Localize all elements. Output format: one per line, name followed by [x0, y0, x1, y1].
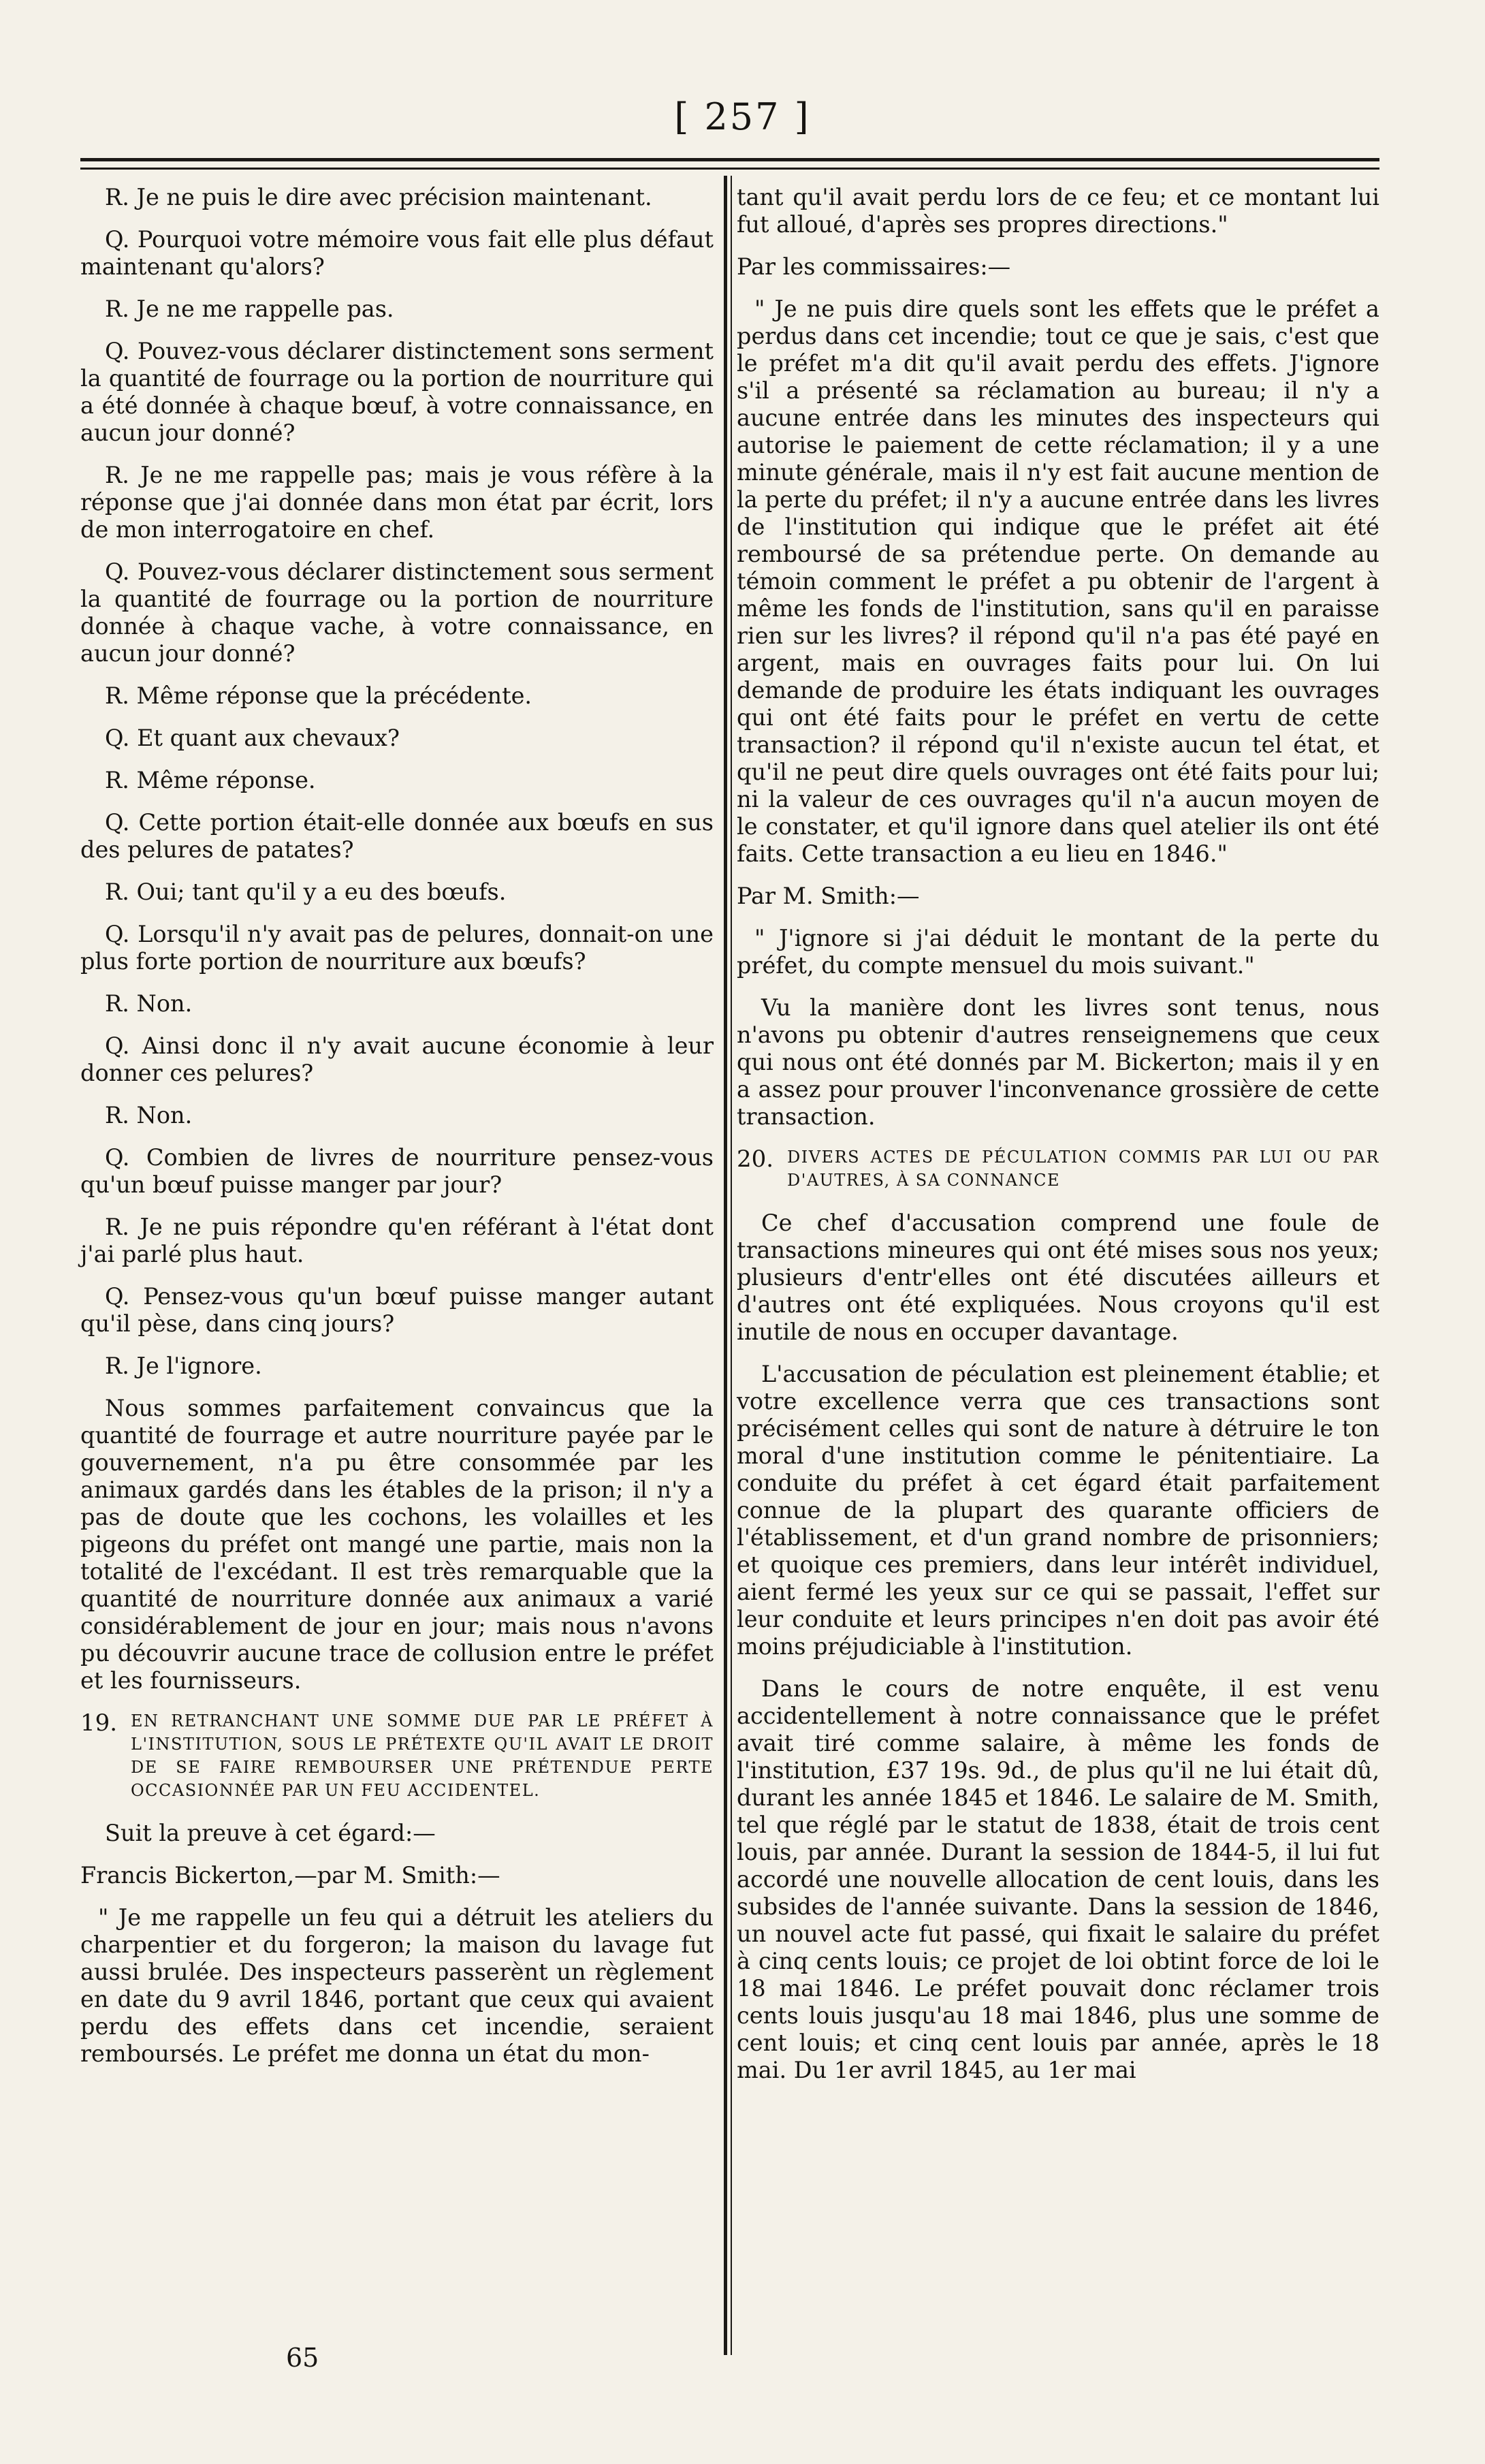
qa-item: R. Je ne me rappelle pas; mais je vous réfère à la réponse que j'ai donnée dans mon état par écrit, lors de mon interrogatoire en chef. [80, 462, 714, 543]
chef-paragraph: Ce chef d'accusation comprend une foule de transactions mineures qui ont été mises sous nos yeux; plusieurs d'entr'elles ont été discutées ailleurs et d'autres ont été expliquées. Nous croyons qu'il est inutile de nous en occuper davantage. [737, 1210, 1379, 1345]
header-rule-thin [80, 168, 1379, 170]
signature-number: 65 [286, 2343, 319, 2373]
qa-item: R. Non. [105, 990, 193, 1017]
qa-item: Q. Pouvez-vous déclarer distinctement sous serment la quantité de fourrage ou la portion de nourriture donnée à chaque vache, à votre connaissance, en aucun jour donné? [80, 558, 714, 667]
qa-item: R. Oui; tant qu'il y a eu des bœufs. [105, 879, 507, 905]
qa-item: Q. Pourquoi votre mémoire vous fait elle plus défaut maintenant qu'alors? [80, 226, 714, 280]
section-20-title: DIVERS ACTES DE PÉCULATION COMMIS PAR LUI OU PAR D'AUTRES, À SA CONNANCE [787, 1148, 1379, 1190]
section-20-number: 20. [737, 1146, 774, 1173]
section-19-number: 19. [80, 1709, 118, 1737]
section-19-heading [80, 1709, 714, 1802]
qa-item: R. Je ne puis le dire avec précision maintenant. [105, 184, 652, 210]
qa-item: R. Je l'ignore. [105, 1353, 262, 1379]
qa-item: R. Je ne me rappelle pas. [105, 296, 394, 322]
qa-item: Q. Ainsi donc il n'y avait aucune économie à leur donner ces pelures? [80, 1032, 714, 1086]
qa-item: Q. Cette portion était-elle donnée aux bœufs en sus des pelures de patates? [80, 809, 714, 863]
commissioners-quote: " Je ne puis dire quels sont les effets que le préfet a perdus dans cet incendie; tout ce que je sais, c'est que le préfet m'a dit qu'il avait perdu des effets. J'ignore s'il a présenté sa réclamation au bureau; il n'y a aucune entrée dans les minutes des inspecteurs qui autorise le paiement de cette réclamation; il y a une minute générale, mais il n'y est fait aucune mention de la perte du préfet; il n'y a aucune entrée dans les livres de l'institution qui indique que le préfet ait été remboursé de sa prétendue perte. On demande au témoin comment le préfet a pu obtenir de l'argent à même les fonds de l'institution, sans qu'il en paraisse rien sur les livres? il répond qu'il n'a pas été payé en argent, mais en ouvrages faits pour lui. On lui demande de produire les états indiquant les ouvrages qui ont été faits pour le préfet en vertu de cette transaction? il répond qu'il n'existe aucun tel état, et qu'il ne peut dire quels ouvrages ont été faits pour lui; ni la valeur de ces ouvrages qu'il n'a aucun moyen de le constater, et qu'il ignore dans quel atelier ils ont été faits. Cette transaction a eu lieu en 1846." [737, 296, 1379, 867]
column-divider-thin [731, 176, 732, 2355]
witness-name: Francis Bickerton,—par M. Smith:— [80, 1862, 500, 1889]
qa-item: Q. Et quant aux chevaux? [105, 725, 400, 751]
enquiry-paragraph: Dans le cours de notre enquête, il est venu accidentellement à notre connaissance que le préfet avait tiré comme salaire, à même les fonds de l'institution, £37 19s. 9d., de plus qu'il ne lui était dû, durant les année 1845 et 1846. Le salaire de M. Smith, tel que réglé par le statut de 1838, était de trois cent louis, par année. Durant la session de 1844-5, il lui fut accordé une nouvelle allocation de cent louis, dans les subsides de l'année suivante. Dans la session de 1846, un nouvel acte fut passé, qui fixait le salaire du préfet à cinq cents louis; ce projet de loi obtint force de loi le 18 mai 1846. Le préfet pouvait donc réclamer trois cents louis jusqu'au 18 mai 1846, plus une somme de cent louis; et cinq cent louis par année, après le 18 mai. Du 1er avril 1845, au 1er mai [737, 1675, 1379, 2083]
quote-continuation: tant qu'il avait perdu lors de ce feu; et ce montant lui fut alloué, d'après ses propres directions." [737, 184, 1379, 238]
section-19-title: EN RETRANCHANT UNE SOMME DUE PAR LE PRÉFET À L'INSTITUTION, SOUS LE PRÉTEXTE QU'IL AVAIT LE DROIT DE SE FAIRE REMBOURSER UNE PRÉTENDUE PERTE OCCASIONNÉE PAR UN FEU ACCIDENTEL. [131, 1711, 714, 1800]
section-20-heading [737, 1146, 1379, 1192]
smith-label: Par M. Smith:— [737, 883, 920, 909]
smith-quote: " J'ignore si j'ai déduit le montant de la perte du préfet, du compte mensuel du mois suivant." [737, 925, 1379, 979]
page-number: [ 257 ] [674, 95, 811, 138]
qa-item: R. Même réponse que la précédente. [105, 682, 532, 709]
column-divider [724, 176, 727, 2355]
qa-item: Q. Lorsqu'il n'y avait pas de pelures, donnait-on une plus forte portion de nourriture aux bœufs? [80, 921, 714, 975]
qa-item: R. Je ne puis répondre qu'en référant à l'état dont j'ai parlé plus haut. [80, 1214, 714, 1267]
qa-item: Q. Pouvez-vous déclarer distinctement sons serment la quantité de fourrage ou la portion de nourriture qui a été donnée à chaque bœuf, à votre connaissance, en aucun jour donné? [80, 338, 714, 446]
header-rule [80, 158, 1379, 161]
vu-paragraph: Vu la manière dont les livres sont tenus, nous n'avons pu obtenir d'autres renseignemens que ceux qui nous ont été donnés par M. Bickerton; mais il y en a assez pour prouver l'inconvenance grossière de cette transaction. [737, 994, 1379, 1130]
conclusion-paragraph: Nous sommes parfaitement convaincus que la quantité de fourrage et autre nourriture payée par le gouvernement, n'a pu être consommée par les animaux gardés dans les étables de la prison; il n'y a pas de doute que les cochons, les volailles et les pigeons du préfet ont mangé une partie, mais non la totalité de l'excédant. Il est très remarquable que la quantité de nourriture donnée aux animaux a varié considérablement de jour en jour; mais nous n'avons pu découvrir aucune trace de collusion entre le préfet et les fournisseurs. [80, 1395, 714, 1694]
left-column [80, 184, 714, 2083]
evidence-intro: Suit la preuve à cet égard:— [105, 1820, 436, 1846]
qa-item: Q. Pensez-vous qu'un bœuf puisse manger autant qu'il pèse, dans cinq jours? [80, 1283, 714, 1337]
qa-list [80, 184, 714, 1380]
accusation-paragraph: L'accusation de péculation est pleinement établie; et votre excellence verra que ces transactions sont précisément celles qui sont de nature à détruire le ton moral d'une institution comme le pénitentiaire. La conduite du préfet à cet égard était parfaitement connue de la plupart des quarante officiers de l'établissement, et d'un grand nombre de prisonniers; et quoique ces premiers, dans leur intérêt individuel, aient fermé les yeux sur ce qui se passait, l'effet sur leur conduite et leurs principes n'en doit pas avoir été moins préjudiciable à l'institution. [737, 1361, 1379, 1660]
commissioners-label: Par les commissaires:— [737, 253, 1011, 280]
qa-item: R. Même réponse. [105, 767, 316, 793]
right-column [737, 184, 1379, 2099]
qa-item: R. Non. [105, 1102, 193, 1128]
qa-item: Q. Combien de livres de nourriture pensez-vous qu'un bœuf puisse manger par jour? [80, 1144, 714, 1198]
witness-quote: " Je me rappelle un feu qui a détruit les ateliers du charpentier et du forgeron; la maison du lavage fut aussi brulée. Des inspecteurs passerènt un règlement en date du 9 avril 1846, portant que ceux qui avaient perdu des effets dans cet incendie, seraient remboursés. Le préfet me donna un état du mon- [80, 1904, 714, 2067]
